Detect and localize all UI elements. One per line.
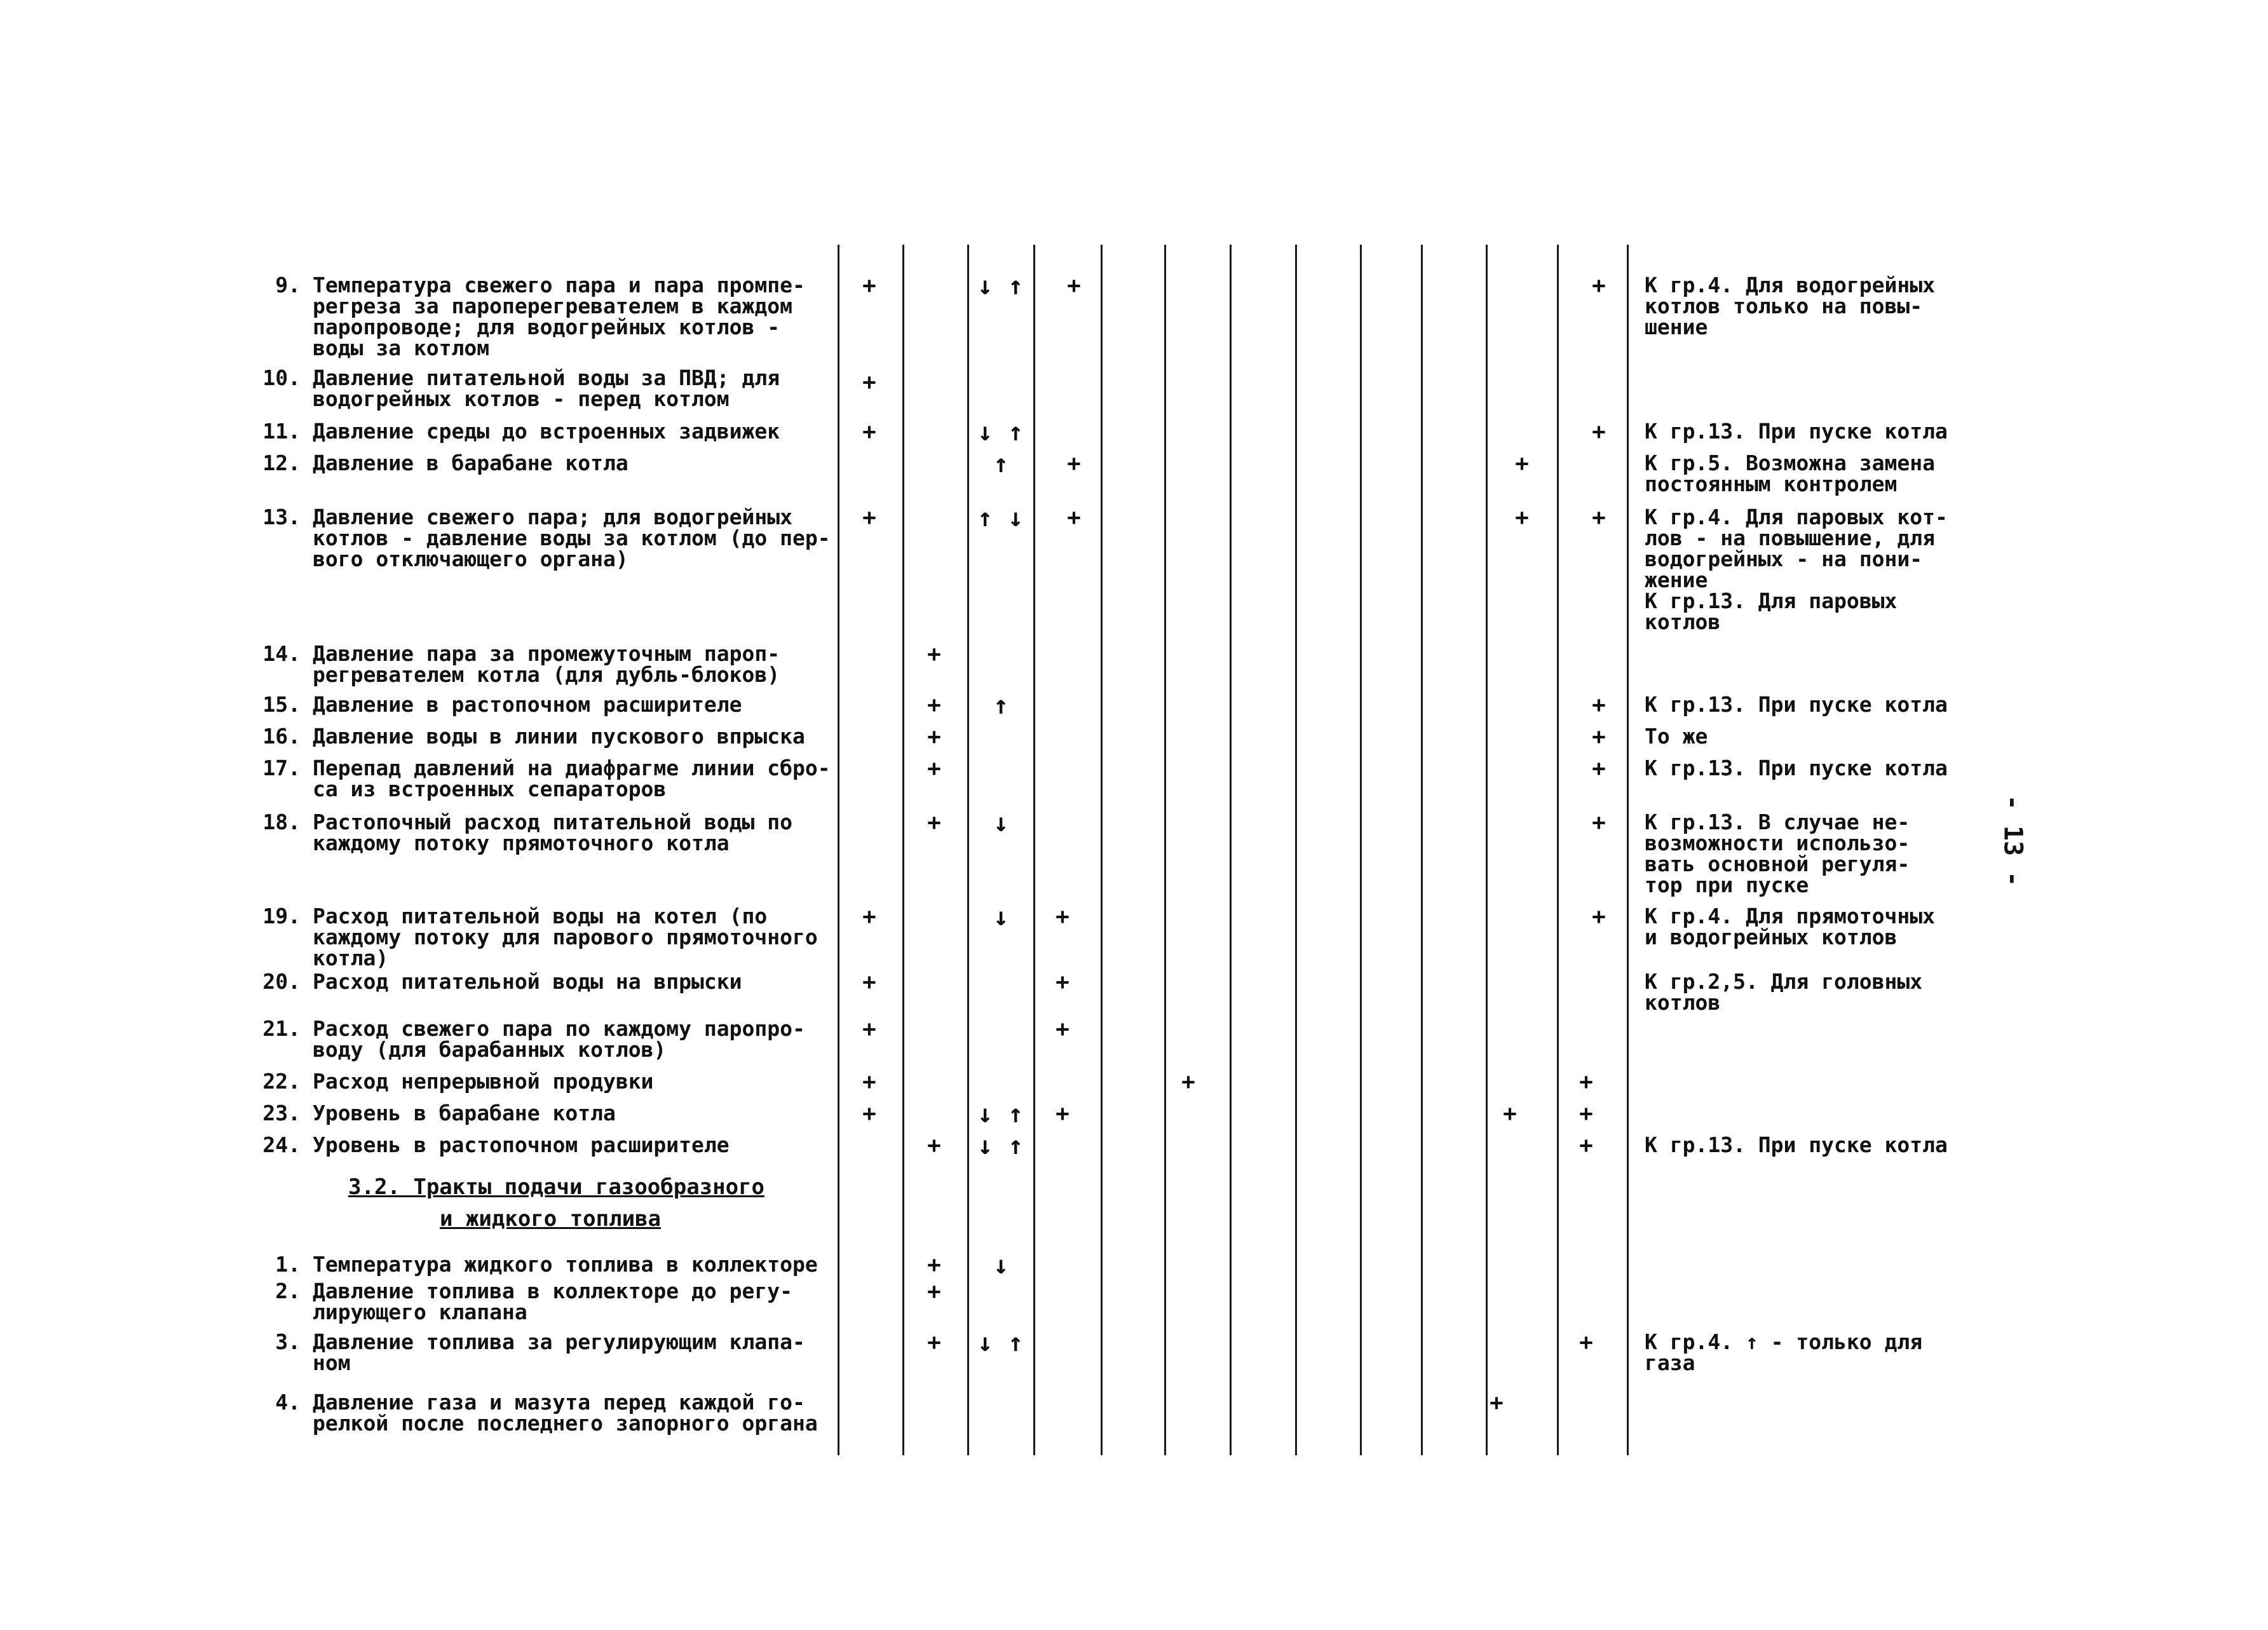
- cell-mark: +: [862, 273, 876, 299]
- column-rule: [1557, 245, 1559, 1455]
- cell-mark: +: [1592, 724, 1606, 750]
- row-number: 16.: [262, 724, 301, 749]
- row-number: 9.: [275, 273, 301, 297]
- cell-mark: +: [927, 641, 941, 667]
- cell-mark: +: [1067, 505, 1081, 531]
- column-rule: [1101, 245, 1103, 1455]
- arrow-icon: ↓ ↑: [977, 418, 1024, 447]
- cell-mark: +: [1056, 969, 1069, 995]
- row-number: 20.: [262, 969, 301, 994]
- cell-mark: +: [927, 1279, 941, 1305]
- cell-mark: +: [927, 1132, 941, 1158]
- cell-mark: +: [862, 1016, 876, 1042]
- row-note: К гр.13. При пуске котла: [1645, 1132, 1948, 1157]
- row-description: Температура свежего пара и пара промпе- регреза за пароперегревателем в каждом паропроводе; для водогрейных котлов - воды за котлом: [313, 273, 805, 360]
- cell-mark: +: [1592, 756, 1606, 782]
- cell-mark: +: [927, 756, 941, 782]
- cell-mark: +: [927, 1252, 941, 1278]
- arrow-icon: ↓ ↑: [977, 1099, 1024, 1129]
- column-rule: [902, 245, 904, 1455]
- column-rule: [967, 245, 969, 1455]
- section-heading-continued: и жидкого топлива: [440, 1206, 661, 1232]
- cell-mark: +: [1490, 1390, 1504, 1416]
- arrow-down-icon: ↓: [993, 1251, 1009, 1280]
- column-rule: [1033, 245, 1035, 1455]
- row-number: 4.: [275, 1390, 301, 1415]
- cell-mark: +: [1579, 1069, 1593, 1095]
- row-number: 1.: [275, 1252, 301, 1277]
- row-description: Давление среды до встроенных задвижек: [313, 419, 780, 444]
- row-note: К гр.5. Возможна замена постоянным контролем: [1645, 451, 1935, 496]
- cell-mark: +: [1067, 451, 1081, 477]
- section-heading: 3.2. Тракты подачи газообразного: [348, 1174, 765, 1200]
- row-note: К гр.13. При пуске котла: [1645, 692, 1948, 717]
- arrow-up-icon: ↑: [993, 691, 1009, 720]
- row-number: 12.: [262, 451, 301, 475]
- row-description: Расход свежего пара по каждому паропро- воду (для барабанных котлов): [313, 1016, 805, 1062]
- cell-mark: +: [1067, 273, 1081, 299]
- row-number: 18.: [262, 810, 301, 834]
- row-description: Температура жидкого топлива в коллекторе: [313, 1252, 818, 1277]
- cell-mark: +: [862, 1101, 876, 1127]
- cell-mark: +: [1592, 273, 1606, 299]
- row-note: К гр.2,5. Для головных котлов: [1645, 969, 1923, 1015]
- arrow-icon: ↓ ↑: [977, 1328, 1024, 1357]
- row-number: 24.: [262, 1132, 301, 1157]
- arrow-up-icon: ↑: [993, 449, 1009, 479]
- row-number: 15.: [262, 692, 301, 717]
- row-number: 3.: [275, 1329, 301, 1354]
- row-number: 13.: [262, 505, 301, 529]
- cell-mark: +: [862, 505, 876, 531]
- row-note: К гр.4. Для паровых кот- лов - на повышение, для водогрейных - на пони- жение К гр.13. Для паровых котлов: [1645, 505, 1948, 634]
- arrow-icon: ↓ ↑: [977, 1131, 1024, 1160]
- cell-mark: +: [1515, 505, 1529, 531]
- row-number: 2.: [275, 1279, 301, 1303]
- column-rule: [1164, 245, 1166, 1455]
- row-description: Перепад давлений на диафрагме линии сбро- са из встроенных сепараторов: [313, 756, 831, 801]
- cell-mark: +: [1592, 810, 1606, 836]
- row-description: Давление пара за промежуточным пароп- регревателем котла (для дубль-блоков): [313, 641, 780, 687]
- cell-mark: +: [1592, 419, 1606, 445]
- cell-mark: +: [1592, 904, 1606, 930]
- cell-mark: +: [927, 1329, 941, 1355]
- cell-mark: +: [862, 419, 876, 445]
- row-description: Давление питательной воды за ПВД; для водогрейных котлов - перед котлом: [313, 365, 780, 411]
- column-rule: [1295, 245, 1297, 1455]
- cell-mark: +: [1503, 1101, 1517, 1127]
- row-note: К гр.4. Для водогрейных котлов только на повы- шение: [1645, 273, 1935, 339]
- row-description: Растопочный расход питательной воды по каждому потоку прямоточного котла: [313, 810, 792, 855]
- cell-mark: +: [1592, 692, 1606, 718]
- row-note: К гр.13. При пуске котла: [1645, 419, 1948, 444]
- row-description: Расход питательной воды на котел (по каждому потоку для парового прямоточного котла): [313, 904, 818, 970]
- cell-mark: +: [1579, 1101, 1593, 1127]
- column-rule: [1360, 245, 1362, 1455]
- column-rule: [1230, 245, 1232, 1455]
- row-note: К гр.4. Для прямоточных и водогрейных котлов: [1645, 904, 1935, 949]
- row-description: Расход непрерывной продувки: [313, 1069, 654, 1094]
- row-description: Давление топлива в коллекторе до регу- лирующего клапана: [313, 1279, 792, 1324]
- arrow-icon: ↓ ↑: [977, 271, 1024, 301]
- row-number: 21.: [262, 1016, 301, 1041]
- row-number: 10.: [262, 365, 301, 390]
- cell-mark: +: [1515, 451, 1529, 477]
- row-number: 11.: [262, 419, 301, 444]
- cell-mark: +: [927, 724, 941, 750]
- row-description: Давление в растопочном расширителе: [313, 692, 742, 717]
- arrow-down-icon: ↓: [993, 902, 1009, 932]
- cell-mark: +: [862, 369, 876, 395]
- cell-mark: +: [927, 692, 941, 718]
- cell-mark: +: [1056, 1016, 1069, 1042]
- row-description: Давление в барабане котла: [313, 451, 628, 475]
- cell-mark: +: [862, 904, 876, 930]
- cell-mark: +: [1579, 1132, 1593, 1158]
- row-description: Давление воды в линии пускового впрыска: [313, 724, 805, 749]
- cell-mark: +: [1592, 505, 1606, 531]
- arrow-icon: ↑ ↓: [977, 503, 1024, 533]
- row-number: 22.: [262, 1069, 301, 1094]
- row-note: К гр.13. При пуске котла: [1645, 756, 1948, 780]
- cell-mark: +: [927, 810, 941, 836]
- arrow-down-icon: ↓: [993, 808, 1009, 838]
- row-number: 14.: [262, 641, 301, 666]
- column-rule: [1421, 245, 1423, 1455]
- page-number: - 13 -: [1998, 794, 2028, 887]
- row-description: Уровень в барабане котла: [313, 1101, 616, 1125]
- row-note: К гр.13. В случае не- возможности использо- вать основной регуля- тор при пуске: [1645, 810, 1910, 897]
- row-description: Давление газа и мазута перед каждой го- релкой после последнего запорного органа: [313, 1390, 818, 1436]
- row-number: 17.: [262, 756, 301, 780]
- cell-mark: +: [1579, 1329, 1593, 1355]
- row-description: Давление свежего пара; для водогрейных котлов - давление воды за котлом (до пер- вого отключающего органа): [313, 505, 831, 571]
- row-description: Давление топлива за регулирующим клапа- ном: [313, 1329, 805, 1375]
- row-note: К гр.4. ↑ - только для газа: [1645, 1329, 1923, 1375]
- cell-mark: +: [862, 1069, 876, 1095]
- row-number: 23.: [262, 1101, 301, 1125]
- cell-mark: +: [862, 969, 876, 995]
- row-description: Расход питательной воды на впрыски: [313, 969, 742, 994]
- row-number: 19.: [262, 904, 301, 928]
- row-description: Уровень в растопочном расширителе: [313, 1132, 730, 1157]
- cell-mark: +: [1181, 1069, 1195, 1095]
- cell-mark: +: [1056, 904, 1069, 930]
- cell-mark: +: [1056, 1101, 1069, 1127]
- column-rule: [1627, 245, 1629, 1455]
- row-note: То же: [1645, 724, 1708, 749]
- column-rule: [1486, 245, 1488, 1455]
